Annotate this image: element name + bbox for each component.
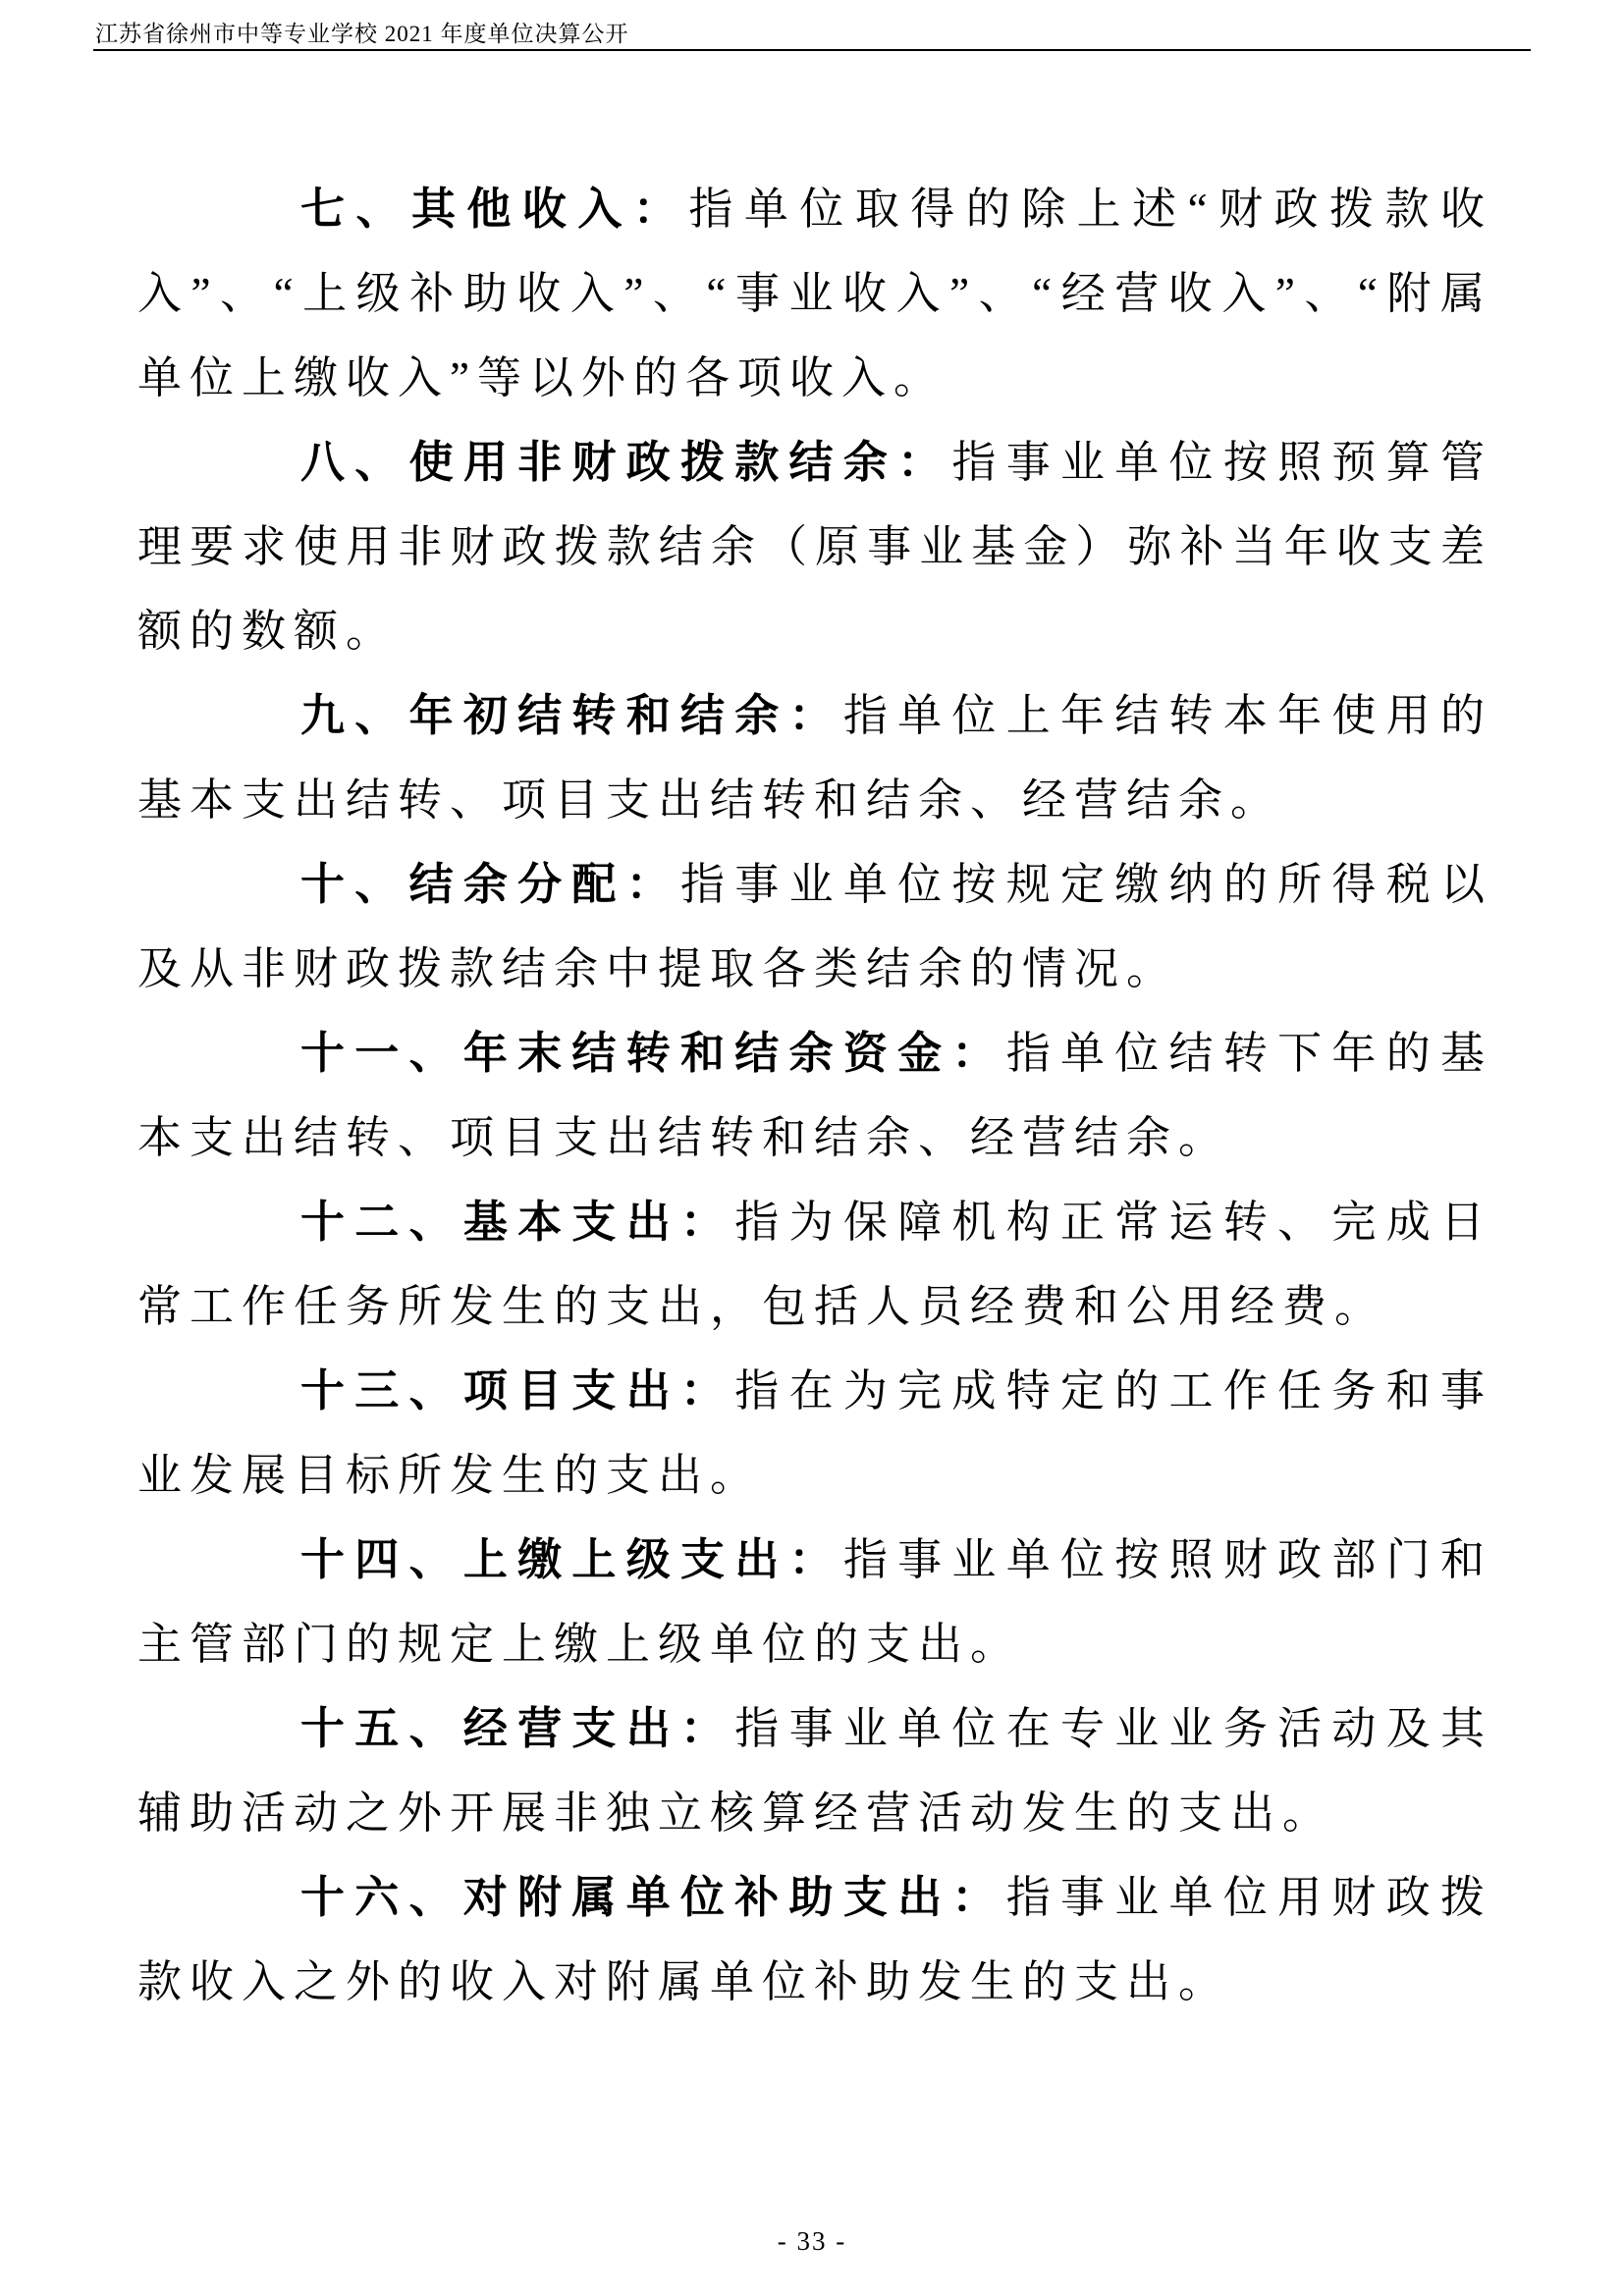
term-label: 十二、基本支出： — [300, 1198, 735, 1247]
term-label: 十、结余分配： — [300, 860, 680, 909]
document-body — [137, 167, 1492, 2024]
definition-paragraph-other-income — [137, 167, 1492, 420]
term-definition: 指事业单位用财政拨款收入之外的收入对附属单位补助发生的支出。 — [137, 1873, 1492, 2006]
term-definition: 指为保障机构正常运转、完成日常工作任务所发生的支出，包括人员经费和公用经费。 — [137, 1198, 1492, 1331]
term-definition: 指事业单位在专业业务活动及其辅助活动之外开展非独立核算经营活动发生的支出。 — [137, 1704, 1492, 1838]
document-header-title: 江苏省徐州市中等专业学校 2021 年度单位决算公开 — [95, 22, 629, 46]
term-definition: 指事业单位按照财政部门和主管部门的规定上缴上级单位的支出。 — [137, 1535, 1492, 1669]
header-divider — [93, 49, 1531, 51]
term-label: 十四、上缴上级支出： — [300, 1535, 843, 1584]
term-label: 十一、年末结转和结余资金： — [300, 1029, 1006, 1078]
term-label: 十五、经营支出： — [300, 1704, 735, 1753]
term-definition: 指单位取得的除上述“财政拨款收入”、“上级补助收入”、“事业收入”、“经营收入”、“附属单位上缴收入”等以外的各项收入。 — [137, 185, 1492, 402]
definition-paragraph-surplus-distribution — [137, 842, 1492, 1011]
definition-paragraph-project-expenditure — [137, 1349, 1492, 1518]
definition-paragraph-operating-expenditure — [137, 1686, 1492, 1855]
definition-paragraph-beginning-carryover — [137, 673, 1492, 842]
term-label: 十六、对附属单位补助支出： — [300, 1873, 1006, 1922]
term-definition: 指单位结转下年的基本支出结转、项目支出结转和结余、经营结余。 — [137, 1029, 1492, 1162]
definition-paragraph-basic-expenditure — [137, 1180, 1492, 1349]
term-definition: 指事业单位按规定缴纳的所得税以及从非财政拨款结余中提取各类结余的情况。 — [137, 860, 1492, 993]
definition-paragraph-non-fiscal-surplus — [137, 420, 1492, 673]
definition-paragraph-upward-remittance — [137, 1518, 1492, 1686]
term-definition: 指事业单位按照预算管理要求使用非财政拨款结余（原事业基金）弥补当年收支差额的数额。 — [137, 438, 1492, 656]
term-label: 七、其他收入： — [300, 185, 689, 234]
term-definition: 指单位上年结转本年使用的基本支出结转、项目支出结转和结余、经营结余。 — [137, 691, 1492, 825]
term-label: 八、使用非财政拨款结余： — [300, 438, 952, 487]
term-label: 十三、项目支出： — [300, 1366, 735, 1415]
definition-paragraph-yearend-carryover — [137, 1011, 1492, 1180]
term-label: 九、年初结转和结余： — [300, 691, 843, 740]
definition-paragraph-subsidy-to-affiliates — [137, 1855, 1492, 2024]
page-number: - 33 - — [777, 2226, 847, 2256]
term-definition: 指在为完成特定的工作任务和事业发展目标所发生的支出。 — [137, 1366, 1492, 1500]
